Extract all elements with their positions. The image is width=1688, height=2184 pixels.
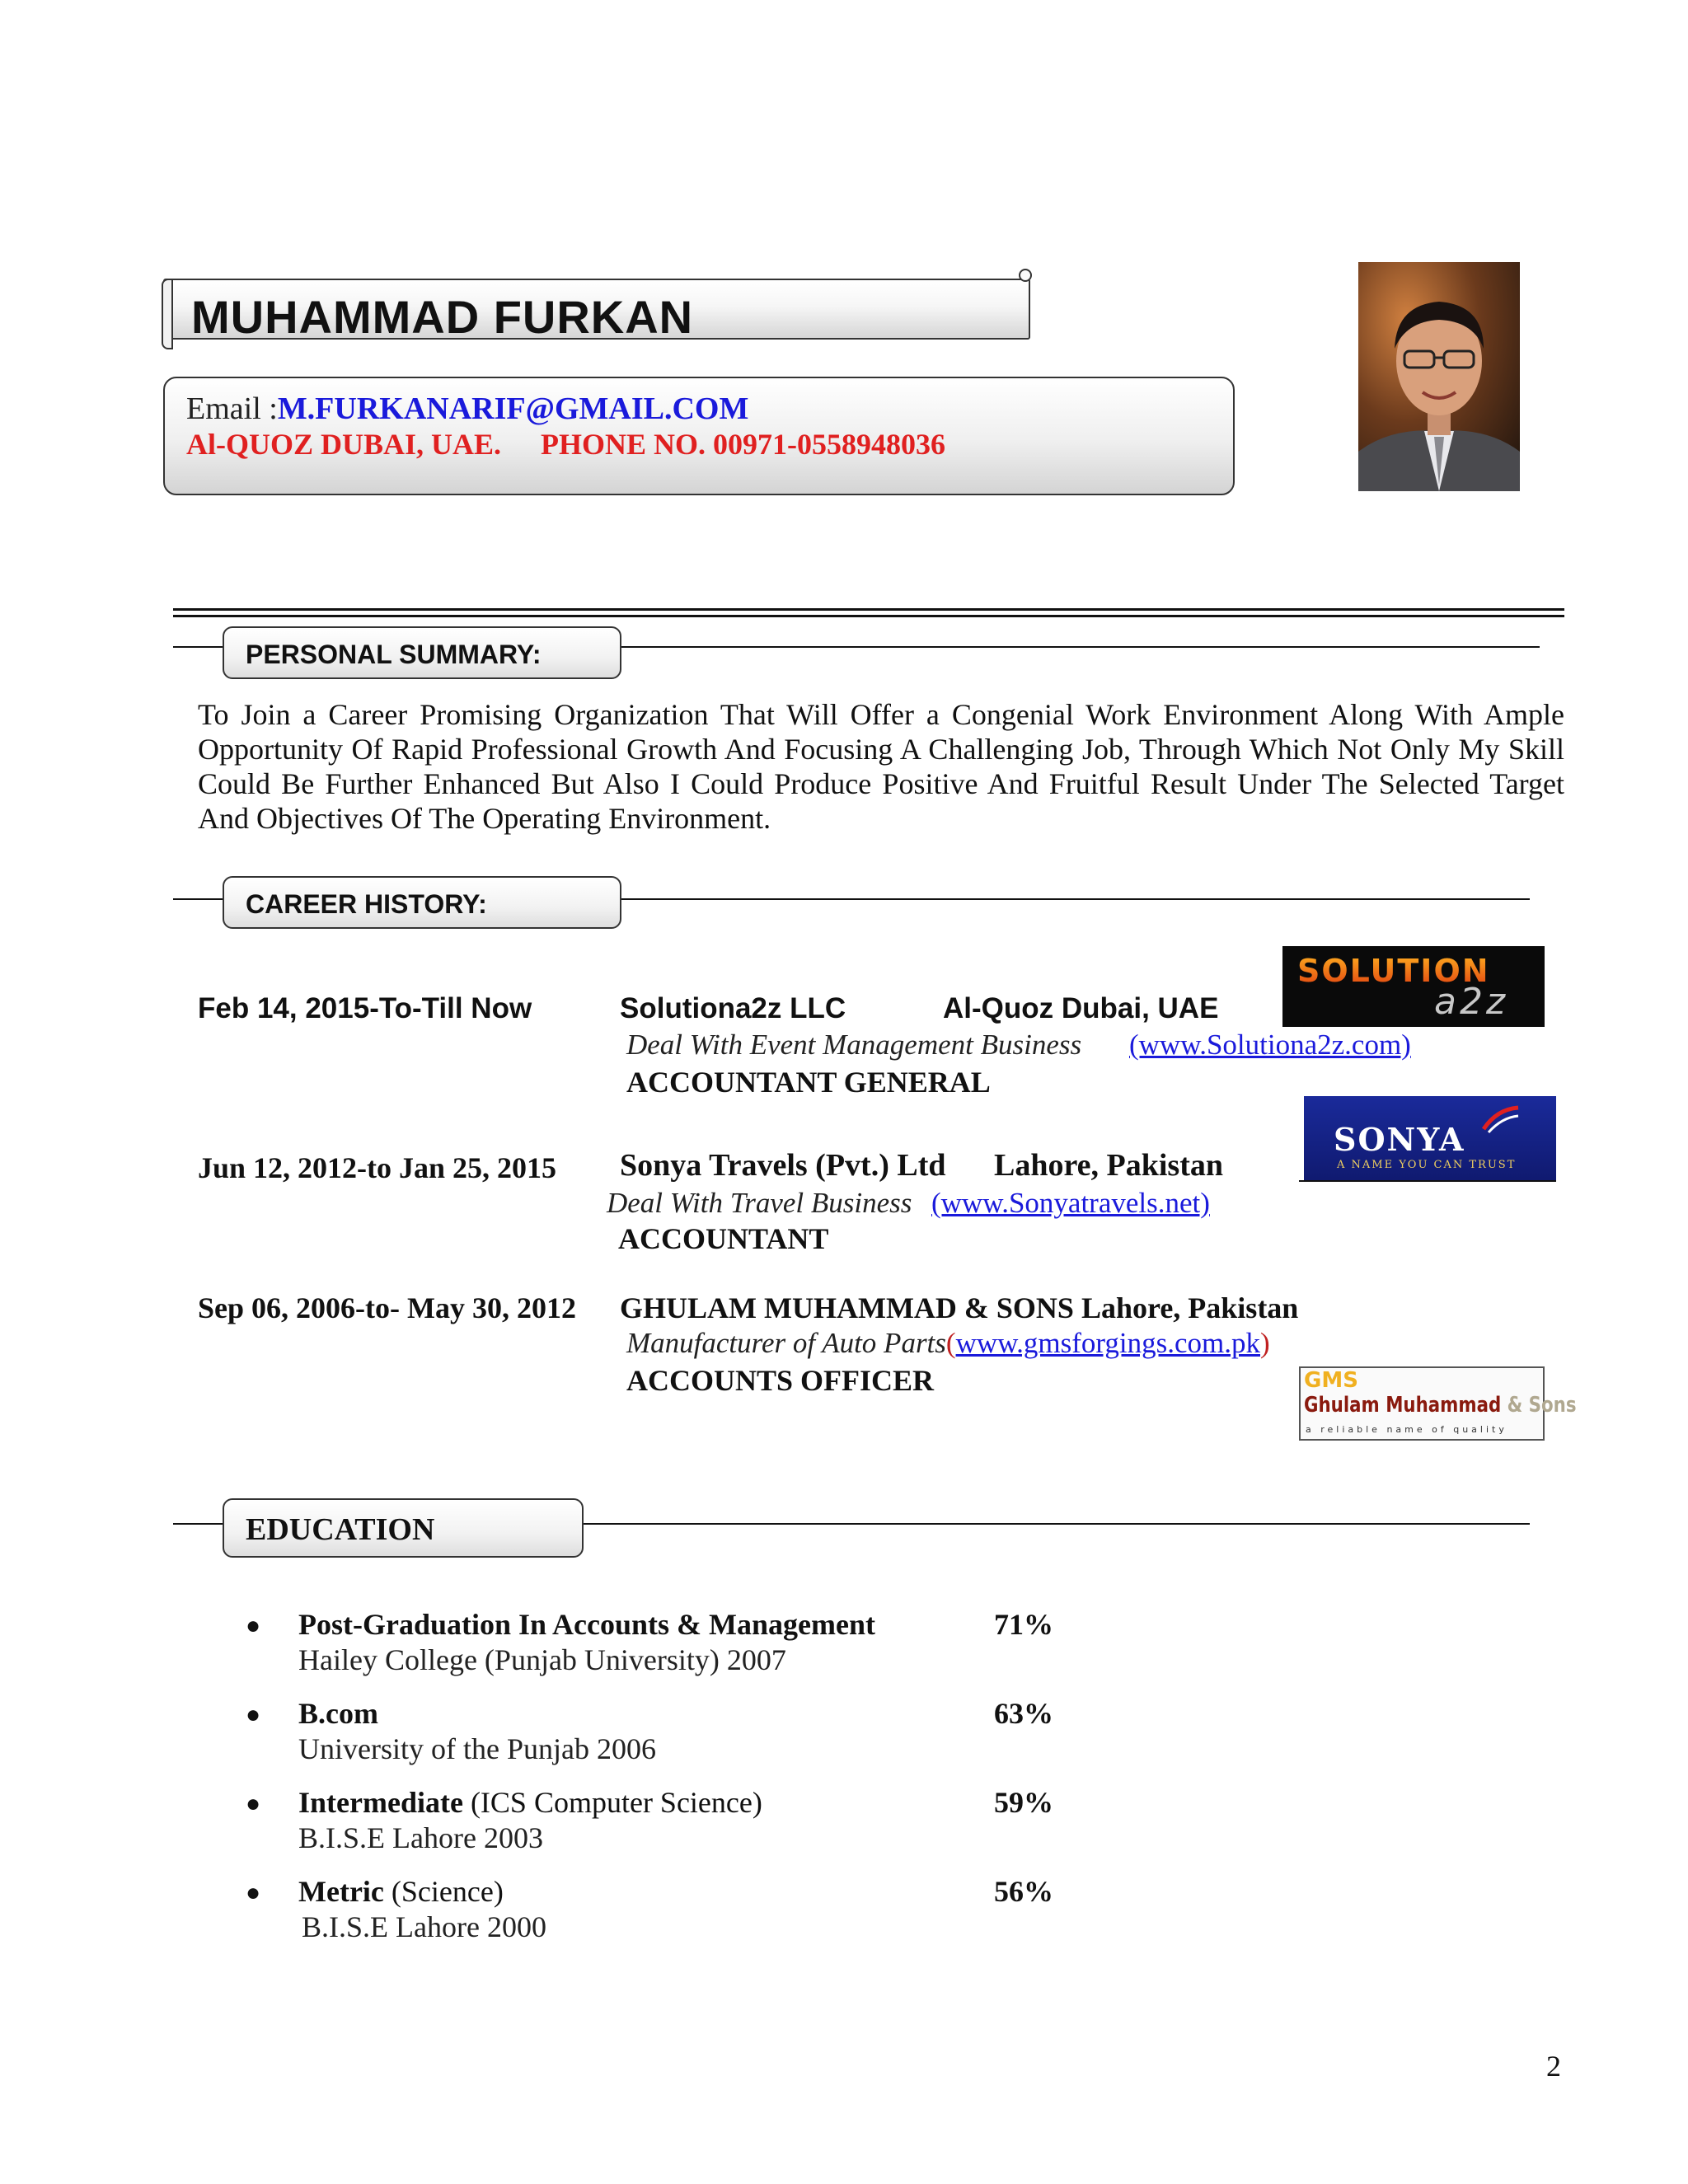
edu-2-score: 63% — [994, 1697, 1053, 1730]
scroll-curl-left — [162, 279, 173, 349]
solutiona2z-logo-top: SOLUTION — [1297, 953, 1490, 989]
sonya-swoosh-icon — [1480, 1104, 1522, 1134]
gms-logo-top: GMS — [1304, 1368, 1358, 1393]
double-rule-top — [173, 608, 1564, 611]
edu-3-title — [298, 1785, 762, 1820]
address-phone-line — [186, 427, 945, 462]
job-3-description: Manufacturer of Auto Parts — [626, 1327, 946, 1359]
job-1-company: Solutiona2z LLC — [620, 992, 846, 1024]
career-heading: CAREER HISTORY: — [246, 889, 487, 919]
job-2-company: Sonya Travels (Pvt.) Ltd — [620, 1148, 946, 1183]
profile-photo — [1358, 262, 1520, 491]
job-1-title: ACCOUNTANT GENERAL — [626, 1066, 991, 1099]
gms-logo-name-b: & Sons — [1507, 1393, 1577, 1418]
edu-4-institution: B.I.S.E Lahore 2000 — [302, 1910, 546, 1943]
edu-1-title-bold: Post-Graduation In Accounts & Management — [298, 1608, 875, 1641]
job-3-paren-open: ( — [945, 1327, 956, 1359]
edu-2-title — [298, 1696, 378, 1731]
job-3-paren-close: ) — [1260, 1327, 1270, 1359]
education-heading: EDUCATION — [246, 1512, 435, 1547]
edu-4-title — [298, 1874, 504, 1909]
edu-1-bullet-icon: ● — [246, 1612, 261, 1639]
edu-3-title-rest: (ICS Computer Science) — [462, 1786, 762, 1819]
solutiona2z-logo-bottom: a2z — [1434, 981, 1509, 1023]
edu-4-score: 56% — [994, 1875, 1053, 1908]
email-label: Email : — [186, 391, 278, 426]
profile-photo-illustration — [1358, 262, 1520, 491]
edu-3-title-bold: Intermediate — [298, 1786, 463, 1819]
career-rule-left — [173, 898, 223, 900]
job-3-dates: Sep 06, 2006-to- May 30, 2012 — [198, 1291, 576, 1324]
address: Al-QUOZ DUBAI, UAE. — [186, 428, 502, 461]
gms-logo-name — [1304, 1393, 1577, 1418]
job-2-title: ACCOUNTANT — [618, 1222, 829, 1255]
gms-logo-name-a: Ghulam Muhammad — [1304, 1393, 1502, 1418]
phone: PHONE NO. 00971-0558948036 — [541, 428, 946, 461]
sonya-logo-tagline: A NAME YOU CAN TRUST — [1337, 1159, 1517, 1171]
job-2-dates: Jun 12, 2012-to Jan 25, 2015 — [198, 1151, 557, 1184]
edu-1-institution: Hailey College (Punjab University) 2007 — [298, 1643, 786, 1676]
sonya-logo-underline — [1299, 1180, 1556, 1182]
email-value[interactable]: M.FURKANARIF@GMAIL.COM — [277, 391, 749, 426]
edu-1-score: 71% — [994, 1608, 1053, 1641]
solutiona2z-logo — [1282, 946, 1545, 1027]
scroll-curl-right — [1019, 269, 1032, 282]
job-1-location: Al-Quoz Dubai, UAE — [943, 992, 1219, 1024]
job-2-description: Deal With Travel Business — [607, 1187, 912, 1219]
candidate-name: MUHAMMAD FURKAN — [191, 291, 694, 343]
gms-logo-tagline: a reliable name of quality — [1306, 1424, 1507, 1435]
edu-2-title-bold: B.com — [298, 1697, 378, 1730]
job-3-website-link[interactable]: www.gmsforgings.com.pk — [955, 1327, 1260, 1359]
education-rule-left — [173, 1523, 223, 1525]
email-line — [186, 391, 748, 427]
edu-3-bullet-icon: ● — [246, 1790, 261, 1817]
edu-3-score: 59% — [994, 1786, 1053, 1819]
education-rule-right — [582, 1523, 1530, 1525]
job-3-company: GHULAM MUHAMMAD & SONS Lahore, Pakistan — [620, 1291, 1299, 1324]
sonya-logo-top: SONYA — [1334, 1121, 1465, 1158]
job-1-description: Deal With Event Management Business — [626, 1029, 1082, 1061]
page-number: 2 — [1546, 2050, 1561, 2083]
job-3-title: ACCOUNTS OFFICER — [626, 1364, 935, 1397]
edu-2-institution: University of the Punjab 2006 — [298, 1732, 656, 1765]
job-1-website-link[interactable]: (www.Solutiona2z.com) — [1129, 1029, 1411, 1061]
job-2-website-link[interactable]: (www.Sonyatravels.net) — [931, 1187, 1210, 1219]
edu-2-bullet-icon: ● — [246, 1701, 261, 1728]
summary-rule-right — [620, 646, 1540, 648]
edu-4-title-rest: (Science) — [383, 1875, 504, 1908]
summary-heading: PERSONAL SUMMARY: — [246, 640, 542, 669]
edu-4-bullet-icon: ● — [246, 1879, 261, 1906]
job-2-location: Lahore, Pakistan — [994, 1148, 1224, 1183]
gms-logo — [1299, 1366, 1577, 1441]
summary-text: To Join a Career Promising Organization That Will Offer a Congenial Work Environment Along With Ample Opportunity Of Rapid Professional Growth And Focusing A Challenging Job, Through Which Not Only My Skill Could Be Further Enhanced But Also I Could Produce Positive And Fruitful Result Under The Selected Target And Objectives Of The Operating Environment. — [198, 698, 1564, 835]
double-rule-bottom — [173, 615, 1564, 617]
job-1-dates: Feb 14, 2015-To-Till Now — [198, 992, 532, 1024]
edu-3-institution: B.I.S.E Lahore 2003 — [298, 1821, 543, 1854]
summary-rule-left — [173, 646, 223, 648]
edu-1-title — [298, 1607, 875, 1642]
sonya-logo — [1304, 1096, 1556, 1180]
job-3-description-line — [626, 1327, 1270, 1360]
edu-4-title-bold: Metric — [298, 1875, 384, 1908]
career-rule-right — [620, 898, 1530, 900]
